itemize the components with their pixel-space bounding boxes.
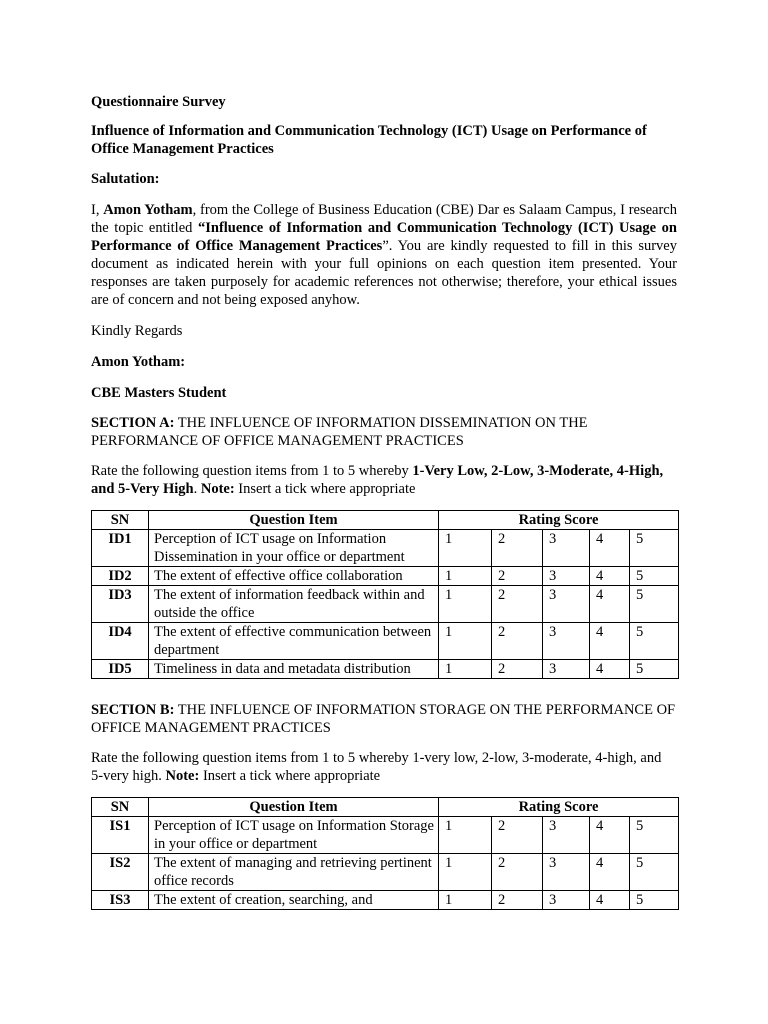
rating-cell-3[interactable]: 3 — [543, 530, 590, 567]
intro-text-3: ”. You are kindly requested to fill in this survey document as indicated herein with your full opinions on each question item presented. Your responses are taken purposely for academic references not otherwise; therefore, your ethical issues are of concern and not being exposed anyhow. — [91, 238, 677, 308]
section-b-heading — [91, 701, 677, 737]
rating-cell-4[interactable]: 4 — [590, 567, 630, 586]
document-page — [91, 93, 677, 910]
section-b-instructions — [91, 749, 677, 785]
rating-cell-5[interactable]: 5 — [630, 567, 679, 586]
section-a-note-text: Insert a tick where appropriate — [234, 481, 416, 497]
intro-text-1: I, — [91, 202, 104, 218]
rating-cell-1[interactable]: 1 — [439, 623, 492, 660]
section-b-label: SECTION B: — [91, 702, 175, 718]
rating-cell-2[interactable]: 2 — [492, 891, 543, 910]
rating-cell-5[interactable]: 5 — [630, 660, 679, 679]
col-item-header: Question Item — [149, 798, 439, 817]
table-row — [92, 530, 679, 567]
intro-topic: “Influence of Information and Communication Technology (ICT) Usage on Performance of Office Management Practices — [91, 220, 677, 254]
intro-author-name: Amon Yotham — [103, 202, 193, 218]
section-a-rating-table — [91, 510, 679, 679]
regards: Kindly Regards — [91, 323, 183, 339]
row-sn: ID5 — [92, 660, 149, 679]
row-question-item: The extent of effective office collaboration — [149, 567, 439, 586]
rating-cell-4[interactable]: 4 — [590, 854, 630, 891]
rating-cell-1[interactable]: 1 — [439, 530, 492, 567]
rating-cell-1[interactable]: 1 — [439, 567, 492, 586]
row-question-item: Timeliness in data and metadata distribution — [149, 660, 439, 679]
rating-cell-5[interactable]: 5 — [630, 817, 679, 854]
table-header-row — [92, 511, 679, 530]
row-sn: ID2 — [92, 567, 149, 586]
rating-cell-2[interactable]: 2 — [492, 817, 543, 854]
rating-cell-2[interactable]: 2 — [492, 567, 543, 586]
table-row — [92, 586, 679, 623]
section-a-note-label: Note: — [200, 481, 235, 497]
document-subtitle: Influence of Information and Communication Technology (ICT) Usage on Performance of Office Management Practices — [91, 123, 647, 157]
document-title: Questionnaire Survey — [91, 94, 226, 110]
table-header-row — [92, 798, 679, 817]
row-sn: IS3 — [92, 891, 149, 910]
spacer — [91, 679, 677, 701]
col-sn-header: SN — [92, 511, 149, 530]
author-name: Amon Yotham: — [91, 354, 186, 370]
rating-cell-2[interactable]: 2 — [492, 530, 543, 567]
rating-cell-1[interactable]: 1 — [439, 586, 492, 623]
table-row — [92, 567, 679, 586]
rating-cell-5[interactable]: 5 — [630, 891, 679, 910]
section-b-rating-table — [91, 797, 679, 910]
section-a-scale: 1-Very Low, 2-Low, 3-Moderate, 4-High, and 5-Very High — [91, 463, 664, 497]
rating-cell-5[interactable]: 5 — [630, 623, 679, 660]
row-sn: IS2 — [92, 854, 149, 891]
table-row — [92, 891, 679, 910]
rating-cell-2[interactable]: 2 — [492, 854, 543, 891]
rating-cell-1[interactable]: 1 — [439, 854, 492, 891]
rating-cell-2[interactable]: 2 — [492, 586, 543, 623]
row-sn: ID1 — [92, 530, 149, 567]
intro-paragraph — [91, 201, 677, 309]
rating-cell-5[interactable]: 5 — [630, 530, 679, 567]
row-sn: ID4 — [92, 623, 149, 660]
col-rating-header: Rating Score — [439, 511, 679, 530]
intro-text-2: , from the College of Business Education (CBE) Dar es Salaam Campus, I research the topic entitled — [91, 202, 677, 236]
rating-cell-3[interactable]: 3 — [543, 623, 590, 660]
table-row — [92, 817, 679, 854]
row-question-item: The extent of effective communication between department — [149, 623, 439, 660]
row-question-item: The extent of creation, searching, and — [149, 891, 439, 910]
rating-cell-2[interactable]: 2 — [492, 660, 543, 679]
rating-cell-1[interactable]: 1 — [439, 660, 492, 679]
table-row — [92, 660, 679, 679]
section-a-instr-sep: . — [193, 481, 201, 497]
author-role: CBE Masters Student — [91, 385, 227, 401]
rating-cell-3[interactable]: 3 — [543, 891, 590, 910]
table-row — [92, 854, 679, 891]
section-a-title: THE INFLUENCE OF INFORMATION DISSEMINATION ON THE PERFORMANCE OF OFFICE MANAGEMENT PRACTICES — [91, 415, 588, 449]
row-question-item: The extent of managing and retrieving pertinent office records — [149, 854, 439, 891]
table-row — [92, 623, 679, 660]
section-a-instructions — [91, 462, 677, 498]
section-a-table-body — [92, 530, 679, 679]
section-b-instr-text: Rate the following question items from 1 to 5 whereby 1-very low, 2-low, 3-moderate, 4-high, and 5-very high. — [91, 750, 662, 784]
col-sn-header: SN — [92, 798, 149, 817]
rating-cell-3[interactable]: 3 — [543, 854, 590, 891]
row-sn: IS1 — [92, 817, 149, 854]
rating-cell-5[interactable]: 5 — [630, 586, 679, 623]
section-b-note-label: Note: — [165, 768, 200, 784]
section-a-instr-text: Rate the following question items from 1 to 5 whereby — [91, 463, 413, 479]
salutation: Salutation: — [91, 171, 160, 187]
rating-cell-4[interactable]: 4 — [590, 891, 630, 910]
row-question-item: The extent of information feedback within and outside the office — [149, 586, 439, 623]
col-rating-header: Rating Score — [439, 798, 679, 817]
rating-cell-4[interactable]: 4 — [590, 817, 630, 854]
rating-cell-4[interactable]: 4 — [590, 586, 630, 623]
rating-cell-1[interactable]: 1 — [439, 891, 492, 910]
rating-cell-3[interactable]: 3 — [543, 586, 590, 623]
row-sn: ID3 — [92, 586, 149, 623]
col-item-header: Question Item — [149, 511, 439, 530]
rating-cell-4[interactable]: 4 — [590, 660, 630, 679]
row-question-item: Perception of ICT usage on Information Dissemination in your office or department — [149, 530, 439, 567]
section-b-note-text: Insert a tick where appropriate — [199, 768, 381, 784]
section-a-label: SECTION A: — [91, 415, 175, 431]
rating-cell-1[interactable]: 1 — [439, 817, 492, 854]
rating-cell-5[interactable]: 5 — [630, 854, 679, 891]
rating-cell-2[interactable]: 2 — [492, 623, 543, 660]
rating-cell-3[interactable]: 3 — [543, 817, 590, 854]
rating-cell-3[interactable]: 3 — [543, 660, 590, 679]
section-a-heading — [91, 414, 677, 450]
section-b-table-body — [92, 817, 679, 910]
row-question-item: Perception of ICT usage on Information Storage in your office or department — [149, 817, 439, 854]
rating-cell-4[interactable]: 4 — [590, 530, 630, 567]
rating-cell-3[interactable]: 3 — [543, 567, 590, 586]
section-b-title: THE INFLUENCE OF INFORMATION STORAGE ON THE PERFORMANCE OF OFFICE MANAGEMENT PRACTICES — [91, 702, 676, 736]
rating-cell-4[interactable]: 4 — [590, 623, 630, 660]
